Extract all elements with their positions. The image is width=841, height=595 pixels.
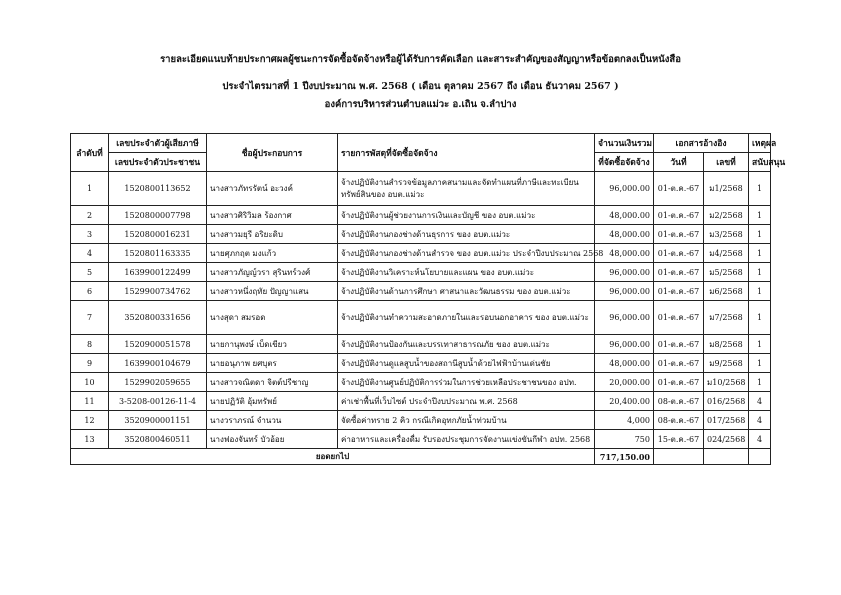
table-row: [71, 430, 771, 449]
col-header-doc-no: เลขที่: [704, 153, 749, 172]
reason-code-cell: 1: [749, 263, 771, 282]
operator-name-cell: นายศุภกฤต มงแก้ว: [207, 244, 338, 263]
row-number: 2: [71, 206, 109, 225]
tax-id-cell: 1520800113652: [109, 172, 207, 206]
organization-name: องค์การบริหารส่วนตำบลแม่วะ อ.เถิน จ.ลำปาง: [324, 99, 517, 110]
table-row: [71, 282, 771, 301]
reason-code-cell: 1: [749, 225, 771, 244]
tax-id-cell: 1639900104679: [109, 354, 207, 373]
row-number: 5: [71, 263, 109, 282]
operator-name-cell: นางสาวมยุรี อริยะดิบ: [207, 225, 338, 244]
amount-cell: 750: [595, 430, 654, 449]
reason-code-cell: 4: [749, 411, 771, 430]
tax-id-cell: 1520801163335: [109, 244, 207, 263]
item-description-cell: ค่าเช่าพื้นที่เว็บไซต์ ประจำปีงบประมาณ พ.ศ. 2568: [338, 392, 595, 411]
reason-code-cell: 1: [749, 206, 771, 225]
reason-code-cell: 1: [749, 244, 771, 263]
reference-date-cell: 08-ต.ค.-67: [654, 411, 704, 430]
reference-date-cell: 01-ต.ค.-67: [654, 244, 704, 263]
reference-doc-cell: ม5/2568: [704, 263, 749, 282]
col-header-operator: ชื่อผู้ประกอบการ: [207, 134, 338, 172]
amount-cell: 48,000.00: [595, 244, 654, 263]
reference-doc-cell: 016/2568: [704, 392, 749, 411]
reference-date-cell: 01-ต.ค.-67: [654, 373, 704, 392]
col-header-date: วันที่: [654, 153, 704, 172]
total-amount: 717,150.00: [595, 449, 654, 465]
operator-name-cell: นางสาวภัทรรัตน์ อะวงค์: [207, 172, 338, 206]
reference-doc-cell: ม4/2568: [704, 244, 749, 263]
reason-code-cell: 4: [749, 430, 771, 449]
reason-code-cell: 1: [749, 301, 771, 335]
tax-id-cell: 1529900734762: [109, 282, 207, 301]
col-header-amount-sub: ที่จัดซื้อจัดจ้าง: [595, 153, 654, 172]
reference-doc-cell: 024/2568: [704, 430, 749, 449]
item-description-cell: จ้างปฏิบัติงานด้านการศึกษา ศาสนาและวัฒนธรรม ของ อบต.แม่วะ: [338, 282, 595, 301]
report-title: รายละเอียดแนบท้ายประกาศผลผู้ชนะการจัดซื้อจัดจ้างหรือผู้ได้รับการคัดเลือก และสาระสำคัญของสัญญาหรือข้อตกลงเป็นหนังสือ: [160, 54, 681, 65]
item-description-cell: จ้างปฏิบัติงานป้องกันและบรรเทาสาธารณภัย ของ อบต.แม่วะ: [338, 335, 595, 354]
row-number: 1: [71, 172, 109, 206]
reference-doc-cell: ม6/2568: [704, 282, 749, 301]
item-description-cell: จ้างปฏิบัติงานกองช่างด้านธุรการ ของ อบต.แม่วะ: [338, 225, 595, 244]
reference-date-cell: 01-ต.ค.-67: [654, 206, 704, 225]
operator-name-cell: นางสาวจณิตดา จิตต์ปรีชาญ: [207, 373, 338, 392]
reference-doc-cell: ม2/2568: [704, 206, 749, 225]
row-number: 10: [71, 373, 109, 392]
item-description-cell: จ้างปฏิบัติงานกองช่างด้านสำรวจ ของ อบต.แม่วะ ประจำปีงบประมาณ 2568: [338, 244, 595, 263]
reference-date-cell: 15-ต.ค.-67: [654, 430, 704, 449]
operator-name-cell: นางสุดา สมรอด: [207, 301, 338, 335]
tax-id-cell: 3520900001151: [109, 411, 207, 430]
col-header-citizen-id: เลขประจำตัวประชาชน: [109, 153, 207, 172]
table-row: [71, 392, 771, 411]
amount-cell: 48,000.00: [595, 206, 654, 225]
col-header-reason: เหตุผล: [749, 134, 771, 153]
item-description-cell: จ้างปฏิบัติงานดูแลสูบน้ำของสถานีสูบน้ำด้วยไฟฟ้าบ้านเด่นชัย: [338, 354, 595, 373]
table-row: [71, 206, 771, 225]
amount-cell: 96,000.00: [595, 263, 654, 282]
operator-name-cell: นางสาวหนึ่งฤทัย ปัญญาแสน: [207, 282, 338, 301]
item-description-cell: จ้างปฏิบัติงานทำความสะอาดภายในและรอบนอกอาคาร ของ อบต.แม่วะ: [338, 301, 595, 335]
item-description-cell: จ้างปฏิบัติงานวิเคราะห์นโยบายและแผน ของ อบต.แม่วะ: [338, 263, 595, 282]
col-header-reason-sub: สนับสนุน: [749, 153, 771, 172]
tax-id-cell: 1639900122499: [109, 263, 207, 282]
table-row: [71, 244, 771, 263]
item-description-cell: จ้างปฏิบัติงานผู้ช่วยงานการเงินและบัญชี ของ อบต.แม่วะ: [338, 206, 595, 225]
amount-cell: 96,000.00: [595, 301, 654, 335]
item-description-cell: จัดซื้อค่าทราย 2 คิว กรณีเกิดอุทกภัยน้ำท่วมบ้าน: [338, 411, 595, 430]
reference-date-cell: 01-ต.ค.-67: [654, 335, 704, 354]
table-row: [71, 225, 771, 244]
operator-name-cell: นางฟองจันทร์ บัวอ้อย: [207, 430, 338, 449]
reference-doc-cell: ม7/2568: [704, 301, 749, 335]
reference-doc-cell: ม1/2568: [704, 172, 749, 206]
reference-date-cell: 01-ต.ค.-67: [654, 301, 704, 335]
reason-code-cell: 1: [749, 335, 771, 354]
item-description-cell: จ้างปฏิบัติงานศูนย์ปฏิบัติการร่วมในการช่วยเหลือประชาชนของ อปท.: [338, 373, 595, 392]
tax-id-cell: 3520800460511: [109, 430, 207, 449]
reference-date-cell: 01-ต.ค.-67: [654, 225, 704, 244]
reason-code-cell: 1: [749, 373, 771, 392]
tax-id-cell: 1520800007798: [109, 206, 207, 225]
operator-name-cell: นางสาวภัญญ์วรา สุรินทร์วงศ์: [207, 263, 338, 282]
table-row: [71, 301, 771, 335]
table-row: [71, 354, 771, 373]
amount-cell: 4,000: [595, 411, 654, 430]
row-number: 8: [71, 335, 109, 354]
total-empty-cell: [654, 449, 704, 465]
total-empty-cell: [749, 449, 771, 465]
amount-cell: 96,000.00: [595, 335, 654, 354]
operator-name-cell: นายกานุพงษ์ เบ็ดเขียว: [207, 335, 338, 354]
row-number: 6: [71, 282, 109, 301]
operator-name-cell: นางวราภรณ์ จำนวน: [207, 411, 338, 430]
tax-id-cell: 1520800016231: [109, 225, 207, 244]
tax-id-cell: 1520900051578: [109, 335, 207, 354]
reference-doc-cell: 017/2568: [704, 411, 749, 430]
amount-cell: 48,000.00: [595, 225, 654, 244]
tax-id-cell: 1529902059655: [109, 373, 207, 392]
table-row: [71, 172, 771, 206]
reason-code-cell: 1: [749, 282, 771, 301]
reference-date-cell: 08-ต.ค.-67: [654, 392, 704, 411]
operator-name-cell: นางสาวศิริวิมล ร้องกาศ: [207, 206, 338, 225]
row-number: 12: [71, 411, 109, 430]
reason-code-cell: 1: [749, 172, 771, 206]
col-header-taxid: เลขประจำตัวผู้เสียภาษี: [109, 134, 207, 153]
total-label: ยอดยกไป: [71, 449, 595, 465]
row-number: 7: [71, 301, 109, 335]
amount-cell: 96,000.00: [595, 282, 654, 301]
operator-name-cell: นายอนุภาพ ยศบุตร: [207, 354, 338, 373]
reference-date-cell: 01-ต.ค.-67: [654, 282, 704, 301]
col-header-no: ลำดับที่: [71, 134, 109, 172]
reference-doc-cell: ม9/2568: [704, 354, 749, 373]
amount-cell: 20,000.00: [595, 373, 654, 392]
table-row: [71, 335, 771, 354]
reference-date-cell: 01-ต.ค.-67: [654, 172, 704, 206]
procurement-table: [70, 133, 786, 465]
table-row: [71, 411, 771, 430]
total-empty-cell: [704, 449, 749, 465]
tax-id-cell: 3520800331656: [109, 301, 207, 335]
table-row: [71, 263, 771, 282]
row-number: 4: [71, 244, 109, 263]
amount-cell: 20,400.00: [595, 392, 654, 411]
operator-name-cell: นายปฏิวัติ อุ้มทรัพย์: [207, 392, 338, 411]
reference-doc-cell: ม8/2568: [704, 335, 749, 354]
reference-doc-cell: ม3/2568: [704, 225, 749, 244]
reference-date-cell: 01-ต.ค.-67: [654, 263, 704, 282]
item-description-cell: ค่าอาหารและเครื่องดื่ม รับรองประชุมการจัดงานแข่งขันกีฬา อปท. 2568: [338, 430, 595, 449]
col-header-item: รายการพัสดุที่จัดซื้อจัดจ้าง: [338, 134, 595, 172]
amount-cell: 48,000.00: [595, 354, 654, 373]
reason-code-cell: 1: [749, 354, 771, 373]
tax-id-cell: 3-5208-00126-11-4: [109, 392, 207, 411]
row-number: 11: [71, 392, 109, 411]
reference-doc-cell: ม10/2568: [704, 373, 749, 392]
row-number: 9: [71, 354, 109, 373]
amount-cell: 96,000.00: [595, 172, 654, 206]
report-period: ประจำไตรมาสที่ 1 ปีงบประมาณ พ.ศ. 2568 ( เดือน ตุลาคม 2567 ถึง เดือน ธันวาคม 2567 ): [222, 81, 619, 92]
table-row: [71, 373, 771, 392]
col-header-amount: จำนวนเงินรวม: [595, 134, 654, 153]
reason-code-cell: 4: [749, 392, 771, 411]
reference-date-cell: 01-ต.ค.-67: [654, 354, 704, 373]
item-description-cell: จ้างปฏิบัติงานสำรวจข้อมูลภาคสนามและจัดทำแผนที่ภาษีและทะเบียนทรัพย์สินของ อบต.แม่วะ: [338, 172, 595, 206]
row-number: 3: [71, 225, 109, 244]
row-number: 13: [71, 430, 109, 449]
col-header-reference: เอกสารอ้างอิง: [654, 134, 749, 153]
